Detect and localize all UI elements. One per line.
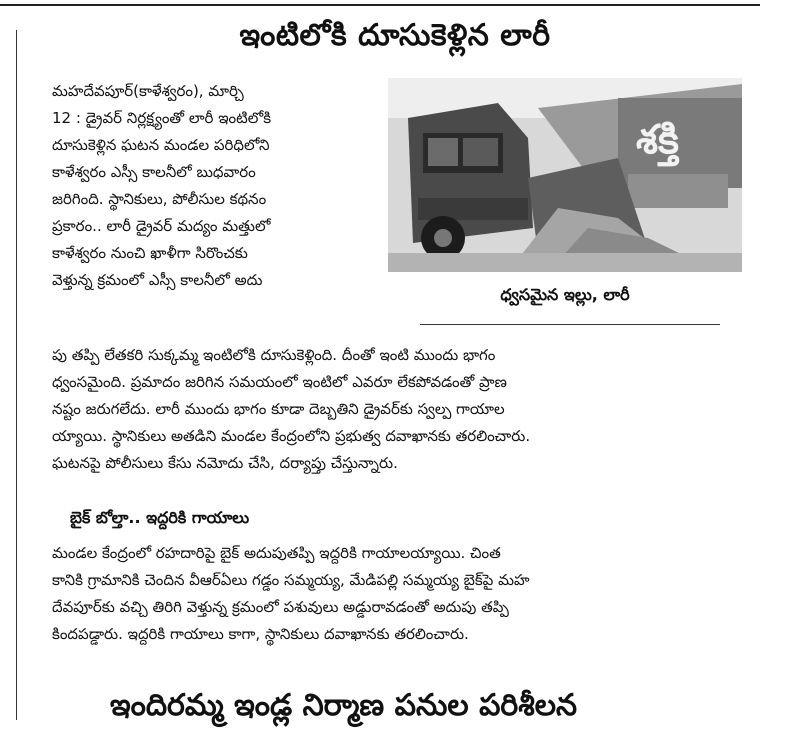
column-divider xyxy=(16,30,17,720)
caption-divider xyxy=(420,324,720,325)
crashed-truck-photo-icon xyxy=(388,78,742,272)
next-article-headline: ఇందిరమ్మ ఇండ్ల నిర్మాణ పనుల పరిశీలన xyxy=(110,688,578,723)
article-paragraph-2 xyxy=(52,540,752,648)
article-headline: ఇంటిలోకి దూసుకెళ్లిన లారీ xyxy=(239,18,551,53)
svg-text:శక్తి: శక్తి xyxy=(636,117,679,163)
article-subheading: బైక్ బోల్తా.. ఇద్దరికి గాయాలు xyxy=(70,508,250,527)
photo-caption: ధ్వసమైన ఇల్లు, లారీ xyxy=(500,285,630,304)
paragraph-line: దూసుకెళ్లిన ఘటన మండల పరిధిలోని xyxy=(52,136,270,154)
paragraph-line: 12 : డ్రైవర్ నిర్లక్ష్యంతో లారీ ఇంటిలోకి xyxy=(52,109,272,127)
paragraph-line: కాళేశ్వరం నుంచి ఖాళీగా సిరొంచకు xyxy=(52,244,248,262)
paragraph-line: నష్టం జరుగలేదు. లారీ ముందు భాగం కూడా దెబ్బతిని డ్రైవర్‌కు స్వల్ప గాయాల xyxy=(52,400,505,418)
article-paragraph-1-continued xyxy=(52,342,752,477)
paragraph-line: కానికి గ్రామానికి చెందిన వీఆర్ఏలు గడ్డం సమ్మయ్య, మేడిపల్లి సమ్మయ్య బైక్‌పై మహ xyxy=(52,571,530,589)
paragraph-line: ఘటనపై పోలీసులు కేసు నమోదు చేసి, దర్యాప్తు చేస్తున్నారు. xyxy=(52,454,398,472)
paragraph-line: దేవపూర్‌కు వచ్చి తిరిగి వెళ్తున్న క్రమంలో పశువులు అడ్డురావడంతో అదుపు తప్పి xyxy=(52,598,509,616)
paragraph-line: జరిగింది. స్థానికులు, పోలీసుల కథనం xyxy=(52,190,267,208)
top-divider xyxy=(0,4,760,6)
news-photo xyxy=(388,78,742,272)
paragraph-line: మండల కేంద్రంలో రహదారిపై బైక్ అదుపుతప్పి ఇద్దరికి గాయాలయ్యాయి. చింత xyxy=(52,544,501,562)
paragraph-line: కిందపడ్డారు. ఇద్దరికి గాయాలు కాగా, స్థానికులు దవాఖానకు తరలించారు. xyxy=(52,625,469,643)
paragraph-line: ప్రకారం.. లారీ డ్రైవర్ మద్యం మత్తులో xyxy=(52,217,271,235)
paragraph-line: ధ్వంసమైంది. ప్రమాదం జరిగిన సమయంలో ఇంటిలో ఎవరూ లేకపోవడంతో ప్రాణ xyxy=(52,373,507,391)
paragraph-line: మహదేవపూర్(కాళేశ్వరం), మార్చి xyxy=(52,82,244,100)
paragraph-line: వెళ్తున్న క్రమంలో ఎస్సీ కాలనీలో అదు xyxy=(52,271,263,289)
paragraph-line: య్యాయి. స్థానికులు అతడిని మండల కేంద్రంలోని ప్రభుత్వ దవాఖానకు తరలించారు. xyxy=(52,427,531,445)
paragraph-line: పు తప్పి లేతకరి సుక్కమ్మ ఇంటిలోకి దూసుకెళ్లింది. దీంతో ఇంటి ముందు భాగం xyxy=(52,346,496,364)
paragraph-line: కాళేశ్వరం ఎస్సీ కాలనీలో బుధవారం xyxy=(52,163,256,181)
article-paragraph-1 xyxy=(52,78,374,294)
